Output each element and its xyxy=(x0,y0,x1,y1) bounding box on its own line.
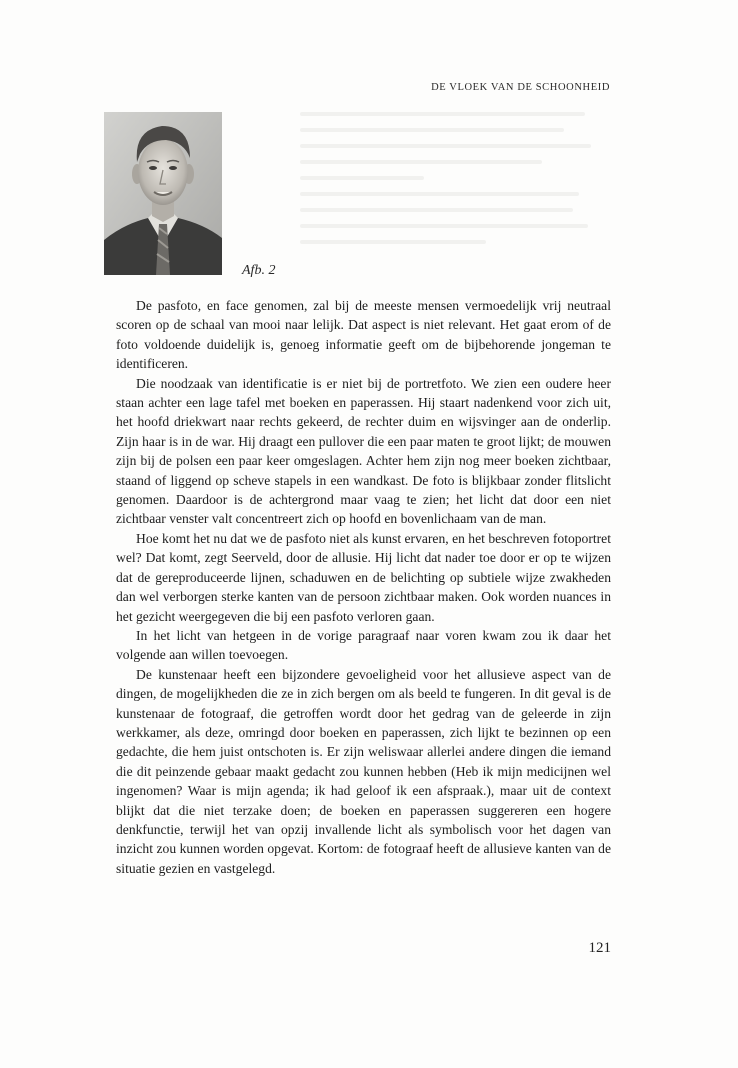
paragraph: De pasfoto, en face genomen, zal bij de meeste mensen vermoedelijk vrij neutraal scoren op de schaal van mooi naar lelijk. Dat aspect is niet relevant. Het gaat erom of de foto voldoende duidelijk is, genoeg informatie geeft om de bijbehorende jongeman te identificeren. xyxy=(116,298,611,372)
paragraph: Die noodzaak van identificatie is er niet bij de portretfoto. We zien een oudere heer staan achter een lage tafel met boeken en paperassen. Hij staart nadenkend voor zich uit, het hoofd driekwart naar rechts gekeerd, de rechter duim en wijsvinger aan de onderlip. Zijn haar is in de war. Hij draagt een pullover die een paar maten te groot lijkt; de mouwen zijn bij de polsen een paar keer omgeslagen. Achter hem zijn nog meer boeken zichtbaar, staand of liggend op scheve stapels in een wandkast. De foto is blijkbaar zonder flitslicht genomen. Daardoor is de achtergrond maar vaag te zien; het licht dat door een niet zichtbaar venster valt concentreert zich op hoofd en bovenlichaam van de man. xyxy=(116,375,611,527)
running-head: DE VLOEK VAN DE SCHOONHEID xyxy=(431,82,610,93)
show-through-text xyxy=(300,112,610,282)
paragraph: Hoe komt het nu dat we de pasfoto niet als kunst ervaren, en het beschreven fotoportret wel? Dat komt, zegt Seerveld, door de allusie. Hij licht dat nader toe door er op te wijzen dat de gereproduceerde lijnen, schaduwen en de belichting op subtiele wijze zwakheden dan wel verborgen sterke kanten van de persoon zichtbaar maken. Ook worden nuances in het gezicht weergegeven die bij een pasfoto verloren gaan. xyxy=(116,530,611,624)
paragraph: De kunstenaar heeft een bijzondere gevoeligheid voor het allusieve aspect van de dingen, de mogelijkheden die ze in zich bergen om als beeld te fungeren. In dit geval is de kunstenaar de fotograaf, die getroffen wordt door het gedrag van de geleerde in zijn werkkamer, als deze, omringd door boeken en paperassen, zich lijkt te bezinnen op een gedachte, die hem juist ontschoten is. Er zijn weliswaar allerlei andere dingen die iemand die dit peinzende gebaar maakt gedacht zou kunnen hebben (Heb ik mijn medicijnen wel ingenomen? Waar is mijn agenda; ik had geloof ik een afspraak.), maar uit de context blijkt dat die niet terzake doen; de boeken en paperassen suggereren een hogere denkfunctie, terwijl het van opzij invallende licht als symbolisch voor het dagen van inzicht zou kunnen worden opgevat. Kortom: de fotograaf heeft de allusieve kanten van de situatie gezien en vastgelegd. xyxy=(116,666,611,876)
figure-caption: Afb. 2 xyxy=(242,263,276,278)
portrait-image xyxy=(104,112,222,275)
body-text xyxy=(116,296,611,878)
page-number: 121 xyxy=(588,940,611,956)
passport-photo xyxy=(104,112,222,275)
paragraph: In het licht van hetgeen in de vorige paragraaf naar voren kwam zou ik daar het volgende aan willen toevoegen. xyxy=(116,627,611,663)
